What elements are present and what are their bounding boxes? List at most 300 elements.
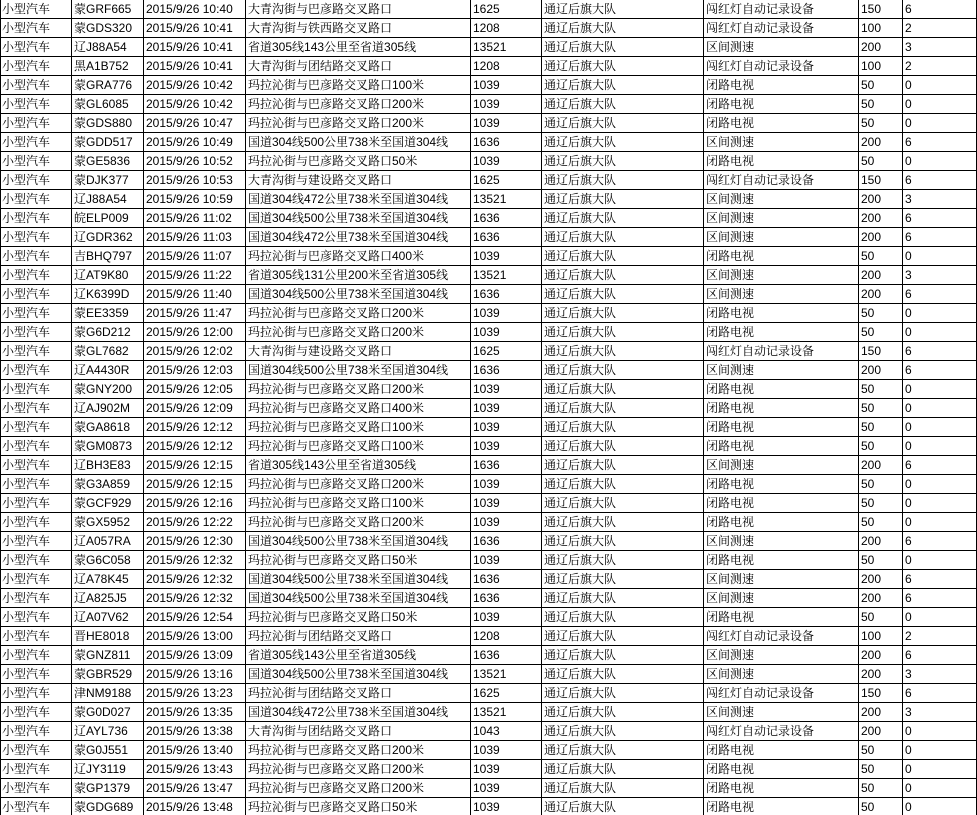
cell-points: 0 [903, 95, 977, 114]
cell-datetime: 2015/9/26 10:41 [144, 57, 246, 76]
cell-vehicle-type: 小型汽车 [0, 57, 72, 76]
cell-violation-code: 13521 [471, 190, 542, 209]
cell-plate-number: 吉BHQ797 [72, 247, 144, 266]
table-row [0, 513, 977, 532]
table-row [0, 361, 977, 380]
cell-points: 6 [903, 285, 977, 304]
table-row [0, 399, 977, 418]
cell-datetime: 2015/9/26 10:59 [144, 190, 246, 209]
cell-capture-device: 闭路电视 [704, 304, 859, 323]
cell-violation-code: 1636 [471, 532, 542, 551]
table-row [0, 798, 977, 815]
cell-points: 0 [903, 475, 977, 494]
cell-fine: 50 [859, 551, 903, 570]
cell-location: 玛拉沁街与巴彦路交叉路口200米 [246, 779, 471, 798]
cell-capture-device: 闭路电视 [704, 494, 859, 513]
cell-fine: 50 [859, 380, 903, 399]
cell-violation-code: 13521 [471, 665, 542, 684]
cell-department: 通辽后旗大队 [542, 494, 704, 513]
cell-department: 通辽后旗大队 [542, 285, 704, 304]
cell-vehicle-type: 小型汽车 [0, 190, 72, 209]
table-row [0, 722, 977, 741]
cell-capture-device: 闭路电视 [704, 114, 859, 133]
cell-vehicle-type: 小型汽车 [0, 437, 72, 456]
cell-department: 通辽后旗大队 [542, 304, 704, 323]
cell-location: 国道304线472公里738米至国道304线 [246, 190, 471, 209]
cell-capture-device: 闭路电视 [704, 741, 859, 760]
cell-datetime: 2015/9/26 11:03 [144, 228, 246, 247]
cell-location: 国道304线500公里738米至国道304线 [246, 665, 471, 684]
cell-datetime: 2015/9/26 10:47 [144, 114, 246, 133]
cell-vehicle-type: 小型汽车 [0, 551, 72, 570]
cell-capture-device: 闭路电视 [704, 513, 859, 532]
cell-location: 省道305线131公里200米至省道305线 [246, 266, 471, 285]
cell-vehicle-type: 小型汽车 [0, 741, 72, 760]
cell-department: 通辽后旗大队 [542, 665, 704, 684]
cell-fine: 200 [859, 703, 903, 722]
cell-points: 6 [903, 133, 977, 152]
cell-location: 玛拉沁街与团结路交叉路口 [246, 684, 471, 703]
cell-capture-device: 区间测速 [704, 266, 859, 285]
cell-points: 6 [903, 589, 977, 608]
cell-capture-device: 区间测速 [704, 361, 859, 380]
cell-points: 0 [903, 247, 977, 266]
cell-points: 3 [903, 703, 977, 722]
cell-capture-device: 区间测速 [704, 133, 859, 152]
cell-location: 玛拉沁街与巴彦路交叉路口100米 [246, 76, 471, 95]
cell-plate-number: 蒙G0D027 [72, 703, 144, 722]
cell-violation-code: 1039 [471, 418, 542, 437]
cell-location: 大青沟街与团结路交叉路口 [246, 722, 471, 741]
cell-capture-device: 区间测速 [704, 456, 859, 475]
cell-department: 通辽后旗大队 [542, 57, 704, 76]
cell-plate-number: 蒙GX5952 [72, 513, 144, 532]
cell-department: 通辽后旗大队 [542, 228, 704, 247]
cell-datetime: 2015/9/26 11:22 [144, 266, 246, 285]
cell-fine: 200 [859, 722, 903, 741]
cell-vehicle-type: 小型汽车 [0, 0, 72, 19]
cell-capture-device: 闭路电视 [704, 95, 859, 114]
cell-points: 6 [903, 342, 977, 361]
cell-fine: 200 [859, 38, 903, 57]
table-row [0, 475, 977, 494]
cell-capture-device: 闯红灯自动记录设备 [704, 627, 859, 646]
cell-location: 玛拉沁街与巴彦路交叉路口50米 [246, 551, 471, 570]
cell-plate-number: 蒙GRF665 [72, 0, 144, 19]
cell-violation-code: 1039 [471, 304, 542, 323]
cell-department: 通辽后旗大队 [542, 38, 704, 57]
cell-location: 玛拉沁街与巴彦路交叉路口200米 [246, 741, 471, 760]
cell-department: 通辽后旗大队 [542, 190, 704, 209]
table-row [0, 684, 977, 703]
cell-capture-device: 闭路电视 [704, 437, 859, 456]
cell-capture-device: 闭路电视 [704, 380, 859, 399]
cell-department: 通辽后旗大队 [542, 247, 704, 266]
cell-department: 通辽后旗大队 [542, 399, 704, 418]
cell-datetime: 2015/9/26 12:32 [144, 570, 246, 589]
cell-capture-device: 区间测速 [704, 209, 859, 228]
table-row [0, 608, 977, 627]
cell-datetime: 2015/9/26 12:54 [144, 608, 246, 627]
cell-location: 国道304线500公里738米至国道304线 [246, 589, 471, 608]
table-row [0, 703, 977, 722]
cell-datetime: 2015/9/26 10:52 [144, 152, 246, 171]
cell-vehicle-type: 小型汽车 [0, 38, 72, 57]
cell-department: 通辽后旗大队 [542, 646, 704, 665]
cell-department: 通辽后旗大队 [542, 171, 704, 190]
table-row [0, 342, 977, 361]
cell-fine: 200 [859, 190, 903, 209]
cell-fine: 50 [859, 513, 903, 532]
cell-department: 通辽后旗大队 [542, 456, 704, 475]
cell-location: 玛拉沁街与巴彦路交叉路口200米 [246, 95, 471, 114]
cell-points: 0 [903, 323, 977, 342]
table-row [0, 228, 977, 247]
cell-department: 通辽后旗大队 [542, 551, 704, 570]
cell-department: 通辽后旗大队 [542, 152, 704, 171]
cell-vehicle-type: 小型汽车 [0, 627, 72, 646]
cell-capture-device: 区间测速 [704, 190, 859, 209]
cell-department: 通辽后旗大队 [542, 133, 704, 152]
cell-location: 国道304线500公里738米至国道304线 [246, 209, 471, 228]
cell-department: 通辽后旗大队 [542, 380, 704, 399]
cell-datetime: 2015/9/26 12:05 [144, 380, 246, 399]
cell-fine: 50 [859, 152, 903, 171]
cell-fine: 200 [859, 285, 903, 304]
table-row [0, 323, 977, 342]
cell-location: 玛拉沁街与巴彦路交叉路口100米 [246, 418, 471, 437]
cell-vehicle-type: 小型汽车 [0, 513, 72, 532]
cell-plate-number: 蒙GRA776 [72, 76, 144, 95]
cell-department: 通辽后旗大队 [542, 266, 704, 285]
cell-location: 玛拉沁街与巴彦路交叉路口200米 [246, 323, 471, 342]
cell-violation-code: 1043 [471, 722, 542, 741]
cell-violation-code: 1039 [471, 399, 542, 418]
cell-points: 0 [903, 741, 977, 760]
cell-plate-number: 辽J88A54 [72, 190, 144, 209]
cell-capture-device: 闭路电视 [704, 798, 859, 815]
cell-plate-number: 蒙DJK377 [72, 171, 144, 190]
cell-capture-device: 闯红灯自动记录设备 [704, 684, 859, 703]
table-row [0, 589, 977, 608]
cell-datetime: 2015/9/26 13:48 [144, 798, 246, 815]
cell-department: 通辽后旗大队 [542, 589, 704, 608]
table-row [0, 456, 977, 475]
cell-plate-number: 蒙GDD517 [72, 133, 144, 152]
cell-fine: 150 [859, 171, 903, 190]
cell-plate-number: 蒙EE3359 [72, 304, 144, 323]
cell-department: 通辽后旗大队 [542, 779, 704, 798]
cell-plate-number: 辽K6399D [72, 285, 144, 304]
cell-vehicle-type: 小型汽车 [0, 589, 72, 608]
table-row [0, 741, 977, 760]
cell-plate-number: 辽JY3119 [72, 760, 144, 779]
cell-vehicle-type: 小型汽车 [0, 304, 72, 323]
cell-vehicle-type: 小型汽车 [0, 19, 72, 38]
cell-location: 玛拉沁街与巴彦路交叉路口200米 [246, 114, 471, 133]
cell-department: 通辽后旗大队 [542, 703, 704, 722]
cell-department: 通辽后旗大队 [542, 684, 704, 703]
cell-location: 玛拉沁街与团结路交叉路口 [246, 627, 471, 646]
table-row [0, 247, 977, 266]
cell-plate-number: 辽J88A54 [72, 38, 144, 57]
cell-vehicle-type: 小型汽车 [0, 152, 72, 171]
cell-vehicle-type: 小型汽车 [0, 646, 72, 665]
cell-department: 通辽后旗大队 [542, 114, 704, 133]
cell-violation-code: 1208 [471, 19, 542, 38]
cell-plate-number: 皖ELP009 [72, 209, 144, 228]
cell-fine: 50 [859, 779, 903, 798]
cell-violation-code: 1039 [471, 247, 542, 266]
cell-points: 0 [903, 114, 977, 133]
cell-fine: 50 [859, 798, 903, 815]
cell-vehicle-type: 小型汽车 [0, 456, 72, 475]
cell-capture-device: 区间测速 [704, 646, 859, 665]
cell-violation-code: 1039 [471, 152, 542, 171]
cell-location: 玛拉沁街与巴彦路交叉路口50米 [246, 152, 471, 171]
cell-plate-number: 蒙GM0873 [72, 437, 144, 456]
table-row [0, 304, 977, 323]
cell-plate-number: 辽A07V62 [72, 608, 144, 627]
cell-fine: 200 [859, 133, 903, 152]
cell-datetime: 2015/9/26 10:42 [144, 95, 246, 114]
table-row [0, 494, 977, 513]
cell-points: 0 [903, 608, 977, 627]
cell-location: 国道304线500公里738米至国道304线 [246, 361, 471, 380]
cell-datetime: 2015/9/26 12:09 [144, 399, 246, 418]
cell-fine: 50 [859, 475, 903, 494]
cell-datetime: 2015/9/26 12:32 [144, 589, 246, 608]
cell-location: 玛拉沁街与巴彦路交叉路口200米 [246, 760, 471, 779]
table-row [0, 570, 977, 589]
table-row [0, 551, 977, 570]
cell-capture-device: 闭路电视 [704, 323, 859, 342]
cell-plate-number: 蒙GL7682 [72, 342, 144, 361]
cell-vehicle-type: 小型汽车 [0, 475, 72, 494]
cell-plate-number: 辽AJ902M [72, 399, 144, 418]
cell-violation-code: 1636 [471, 209, 542, 228]
table-row [0, 57, 977, 76]
cell-points: 6 [903, 209, 977, 228]
cell-plate-number: 黑A1B752 [72, 57, 144, 76]
cell-plate-number: 辽AT9K80 [72, 266, 144, 285]
cell-violation-code: 13521 [471, 266, 542, 285]
cell-vehicle-type: 小型汽车 [0, 209, 72, 228]
cell-violation-code: 1039 [471, 608, 542, 627]
cell-violation-code: 1625 [471, 0, 542, 19]
cell-fine: 200 [859, 209, 903, 228]
cell-points: 2 [903, 19, 977, 38]
cell-department: 通辽后旗大队 [542, 608, 704, 627]
cell-department: 通辽后旗大队 [542, 798, 704, 815]
cell-capture-device: 闯红灯自动记录设备 [704, 171, 859, 190]
cell-fine: 150 [859, 684, 903, 703]
cell-datetime: 2015/9/26 10:49 [144, 133, 246, 152]
cell-violation-code: 1039 [471, 551, 542, 570]
cell-datetime: 2015/9/26 10:40 [144, 0, 246, 19]
cell-location: 省道305线143公里至省道305线 [246, 456, 471, 475]
cell-department: 通辽后旗大队 [542, 95, 704, 114]
cell-points: 6 [903, 684, 977, 703]
cell-datetime: 2015/9/26 10:42 [144, 76, 246, 95]
cell-capture-device: 区间测速 [704, 589, 859, 608]
cell-capture-device: 闭路电视 [704, 152, 859, 171]
cell-capture-device: 闯红灯自动记录设备 [704, 19, 859, 38]
table-row [0, 532, 977, 551]
cell-department: 通辽后旗大队 [542, 437, 704, 456]
cell-plate-number: 津NM9188 [72, 684, 144, 703]
cell-violation-code: 1039 [471, 475, 542, 494]
cell-datetime: 2015/9/26 13:23 [144, 684, 246, 703]
cell-plate-number: 蒙GCF929 [72, 494, 144, 513]
cell-plate-number: 蒙G3A859 [72, 475, 144, 494]
cell-violation-code: 1636 [471, 646, 542, 665]
cell-violation-code: 1636 [471, 456, 542, 475]
cell-datetime: 2015/9/26 13:43 [144, 760, 246, 779]
cell-vehicle-type: 小型汽车 [0, 95, 72, 114]
cell-location: 国道304线500公里738米至国道304线 [246, 133, 471, 152]
cell-department: 通辽后旗大队 [542, 76, 704, 95]
cell-vehicle-type: 小型汽车 [0, 684, 72, 703]
cell-datetime: 2015/9/26 12:00 [144, 323, 246, 342]
cell-vehicle-type: 小型汽车 [0, 532, 72, 551]
cell-points: 0 [903, 513, 977, 532]
cell-vehicle-type: 小型汽车 [0, 798, 72, 815]
cell-location: 大青沟街与建设路交叉路口 [246, 342, 471, 361]
cell-location: 大青沟街与铁西路交叉路口 [246, 19, 471, 38]
cell-fine: 200 [859, 266, 903, 285]
cell-department: 通辽后旗大队 [542, 741, 704, 760]
cell-vehicle-type: 小型汽车 [0, 114, 72, 133]
cell-points: 0 [903, 551, 977, 570]
cell-capture-device: 闯红灯自动记录设备 [704, 342, 859, 361]
cell-capture-device: 闭路电视 [704, 399, 859, 418]
cell-violation-code: 1039 [471, 114, 542, 133]
cell-vehicle-type: 小型汽车 [0, 361, 72, 380]
table-row [0, 171, 977, 190]
cell-datetime: 2015/9/26 11:47 [144, 304, 246, 323]
cell-datetime: 2015/9/26 12:02 [144, 342, 246, 361]
cell-datetime: 2015/9/26 12:22 [144, 513, 246, 532]
table-row [0, 646, 977, 665]
cell-plate-number: 辽GDR362 [72, 228, 144, 247]
cell-datetime: 2015/9/26 13:00 [144, 627, 246, 646]
cell-fine: 200 [859, 532, 903, 551]
cell-capture-device: 区间测速 [704, 665, 859, 684]
cell-violation-code: 1636 [471, 570, 542, 589]
cell-plate-number: 辽A78K45 [72, 570, 144, 589]
cell-fine: 50 [859, 437, 903, 456]
cell-fine: 200 [859, 456, 903, 475]
cell-points: 3 [903, 38, 977, 57]
cell-plate-number: 蒙GDS320 [72, 19, 144, 38]
cell-datetime: 2015/9/26 12:03 [144, 361, 246, 380]
cell-capture-device: 闭路电视 [704, 551, 859, 570]
cell-vehicle-type: 小型汽车 [0, 323, 72, 342]
cell-plate-number: 辽BH3E83 [72, 456, 144, 475]
cell-fine: 50 [859, 399, 903, 418]
cell-violation-code: 1636 [471, 589, 542, 608]
cell-location: 大青沟街与团结路交叉路口 [246, 57, 471, 76]
cell-vehicle-type: 小型汽车 [0, 171, 72, 190]
cell-capture-device: 区间测速 [704, 38, 859, 57]
cell-plate-number: 辽A057RA [72, 532, 144, 551]
cell-vehicle-type: 小型汽车 [0, 494, 72, 513]
cell-department: 通辽后旗大队 [542, 722, 704, 741]
cell-fine: 150 [859, 342, 903, 361]
cell-violation-code: 13521 [471, 703, 542, 722]
cell-plate-number: 蒙GE5836 [72, 152, 144, 171]
cell-violation-code: 1039 [471, 760, 542, 779]
cell-vehicle-type: 小型汽车 [0, 133, 72, 152]
cell-points: 0 [903, 722, 977, 741]
cell-vehicle-type: 小型汽车 [0, 665, 72, 684]
cell-fine: 200 [859, 570, 903, 589]
table-row [0, 76, 977, 95]
table-row [0, 627, 977, 646]
cell-points: 0 [903, 437, 977, 456]
cell-location: 国道304线500公里738米至国道304线 [246, 532, 471, 551]
cell-location: 大青沟街与巴彦路交叉路口 [246, 0, 471, 19]
cell-department: 通辽后旗大队 [542, 513, 704, 532]
table-row [0, 95, 977, 114]
table-row [0, 437, 977, 456]
cell-fine: 50 [859, 608, 903, 627]
cell-capture-device: 区间测速 [704, 703, 859, 722]
cell-fine: 50 [859, 247, 903, 266]
cell-fine: 200 [859, 665, 903, 684]
cell-vehicle-type: 小型汽车 [0, 285, 72, 304]
cell-fine: 50 [859, 494, 903, 513]
cell-vehicle-type: 小型汽车 [0, 342, 72, 361]
cell-location: 玛拉沁街与巴彦路交叉路口200米 [246, 513, 471, 532]
cell-datetime: 2015/9/26 13:35 [144, 703, 246, 722]
cell-vehicle-type: 小型汽车 [0, 779, 72, 798]
cell-points: 6 [903, 646, 977, 665]
cell-points: 3 [903, 266, 977, 285]
cell-points: 0 [903, 494, 977, 513]
cell-vehicle-type: 小型汽车 [0, 608, 72, 627]
cell-capture-device: 闭路电视 [704, 247, 859, 266]
cell-violation-code: 1636 [471, 228, 542, 247]
cell-fine: 150 [859, 0, 903, 19]
cell-location: 国道304线500公里738米至国道304线 [246, 570, 471, 589]
table-row [0, 0, 977, 19]
cell-datetime: 2015/9/26 12:12 [144, 418, 246, 437]
cell-violation-code: 1625 [471, 684, 542, 703]
cell-datetime: 2015/9/26 11:40 [144, 285, 246, 304]
cell-plate-number: 辽AYL736 [72, 722, 144, 741]
cell-fine: 50 [859, 760, 903, 779]
cell-violation-code: 1039 [471, 95, 542, 114]
cell-vehicle-type: 小型汽车 [0, 399, 72, 418]
cell-vehicle-type: 小型汽车 [0, 760, 72, 779]
cell-violation-code: 1625 [471, 171, 542, 190]
cell-datetime: 2015/9/26 13:40 [144, 741, 246, 760]
cell-fine: 100 [859, 57, 903, 76]
cell-fine: 200 [859, 589, 903, 608]
table-row [0, 190, 977, 209]
cell-points: 6 [903, 171, 977, 190]
cell-vehicle-type: 小型汽车 [0, 247, 72, 266]
cell-location: 玛拉沁街与巴彦路交叉路口50米 [246, 608, 471, 627]
cell-points: 6 [903, 228, 977, 247]
cell-datetime: 2015/9/26 12:15 [144, 475, 246, 494]
cell-violation-code: 1039 [471, 380, 542, 399]
cell-datetime: 2015/9/26 12:32 [144, 551, 246, 570]
table-row [0, 114, 977, 133]
cell-fine: 200 [859, 361, 903, 380]
